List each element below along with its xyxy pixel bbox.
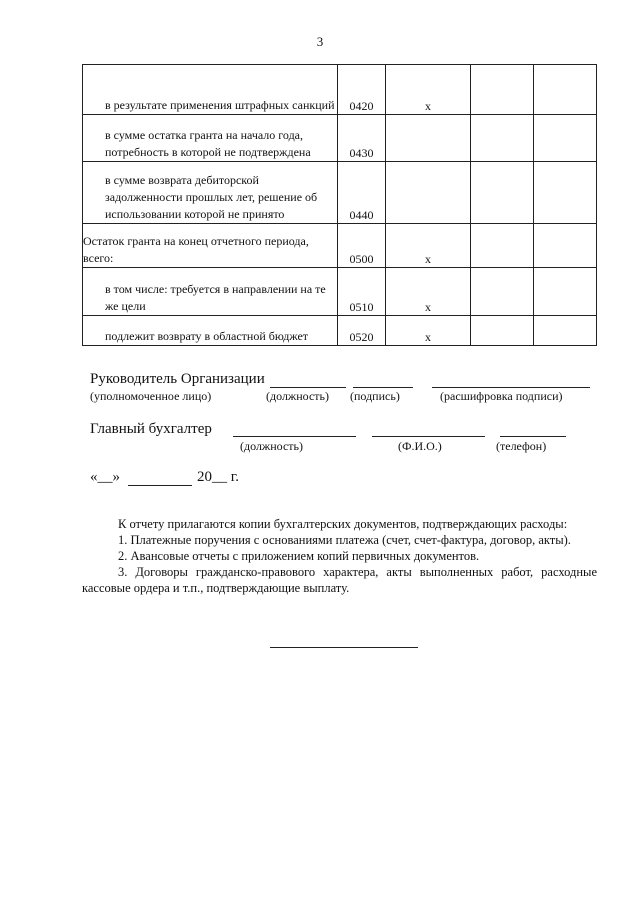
row-mark: x — [386, 224, 471, 268]
row-mark — [386, 115, 471, 162]
table-row — [83, 162, 597, 224]
row-label: в результате применения штрафных санкций — [83, 65, 338, 115]
row-code: 0430 — [338, 115, 386, 162]
row-mark: x — [386, 65, 471, 115]
position-line — [270, 371, 346, 388]
attachments-block — [82, 516, 597, 596]
closing-divider — [270, 647, 418, 648]
head-caption-left: (уполномоченное лицо) — [90, 389, 212, 403]
row-label: в сумме остатка гранта на начало года, потребность в которой не подтверждена — [83, 115, 338, 162]
acc-caption-phone: (телефон) — [496, 439, 547, 453]
empty-cell — [534, 268, 597, 316]
report-table — [82, 64, 597, 346]
empty-cell — [471, 115, 534, 162]
head-caption-position: (должность) — [266, 389, 329, 403]
attachment-item-1: 1. Платежные поручения с основаниями платежа (счет, счет-фактура, договор, акты). — [118, 533, 571, 547]
table-row — [83, 268, 597, 316]
acc-phone-line — [500, 420, 566, 437]
table-row — [83, 115, 597, 162]
empty-cell — [534, 115, 597, 162]
attachment-item-2: 2. Авансовые отчеты с приложением копий первичных документов. — [118, 549, 480, 563]
row-label: подлежит возврату в областной бюджет — [83, 316, 338, 346]
empty-cell — [534, 224, 597, 268]
acc-name-line — [372, 420, 485, 437]
empty-cell — [534, 316, 597, 346]
attachment-item-3: 3. Договоры гражданско-правового характера, акты выполненных работ, расходные кассовые ордера и т.п., подтверждающие выплату. — [82, 565, 597, 595]
empty-cell — [471, 268, 534, 316]
row-code: 0500 — [338, 224, 386, 268]
acc-position-line — [233, 420, 356, 437]
row-code: 0440 — [338, 162, 386, 224]
decoding-line — [432, 371, 590, 388]
row-mark — [386, 162, 471, 224]
row-mark: x — [386, 268, 471, 316]
empty-cell — [471, 162, 534, 224]
empty-cell — [471, 65, 534, 115]
page-number: 3 — [316, 34, 324, 49]
row-label: Остаток гранта на конец отчетного периода, всего: — [83, 224, 338, 268]
table-row — [83, 65, 597, 115]
head-caption-signature: (подпись) — [350, 389, 400, 403]
signature-line — [353, 371, 413, 388]
row-label: в том числе: требуется в направлении на те же цели — [83, 268, 338, 316]
table-row — [83, 316, 597, 346]
head-title: Руководитель Организации — [90, 371, 265, 387]
row-mark: x — [386, 316, 471, 346]
date-day: «__» — [90, 469, 120, 485]
date-month-line — [128, 469, 192, 486]
head-caption-decoding: (расшифровка подписи) — [440, 389, 563, 403]
empty-cell — [471, 224, 534, 268]
row-code: 0510 — [338, 268, 386, 316]
row-code: 0520 — [338, 316, 386, 346]
empty-cell — [534, 162, 597, 224]
acc-caption-position: (должность) — [240, 439, 303, 453]
empty-cell — [471, 316, 534, 346]
attachments-intro: К отчету прилагаются копии бухгалтерских документов, подтверждающих расходы: — [118, 517, 568, 531]
table-row — [83, 224, 597, 268]
accountant-title: Главный бухгалтер — [90, 421, 212, 437]
row-code: 0420 — [338, 65, 386, 115]
row-label: в сумме возврата дебиторской задолженности прошлых лет, решение об использовании которой не принято — [83, 162, 338, 224]
acc-caption-name: (Ф.И.О.) — [398, 439, 442, 453]
date-year: 20__ г. — [197, 469, 239, 485]
empty-cell — [534, 65, 597, 115]
